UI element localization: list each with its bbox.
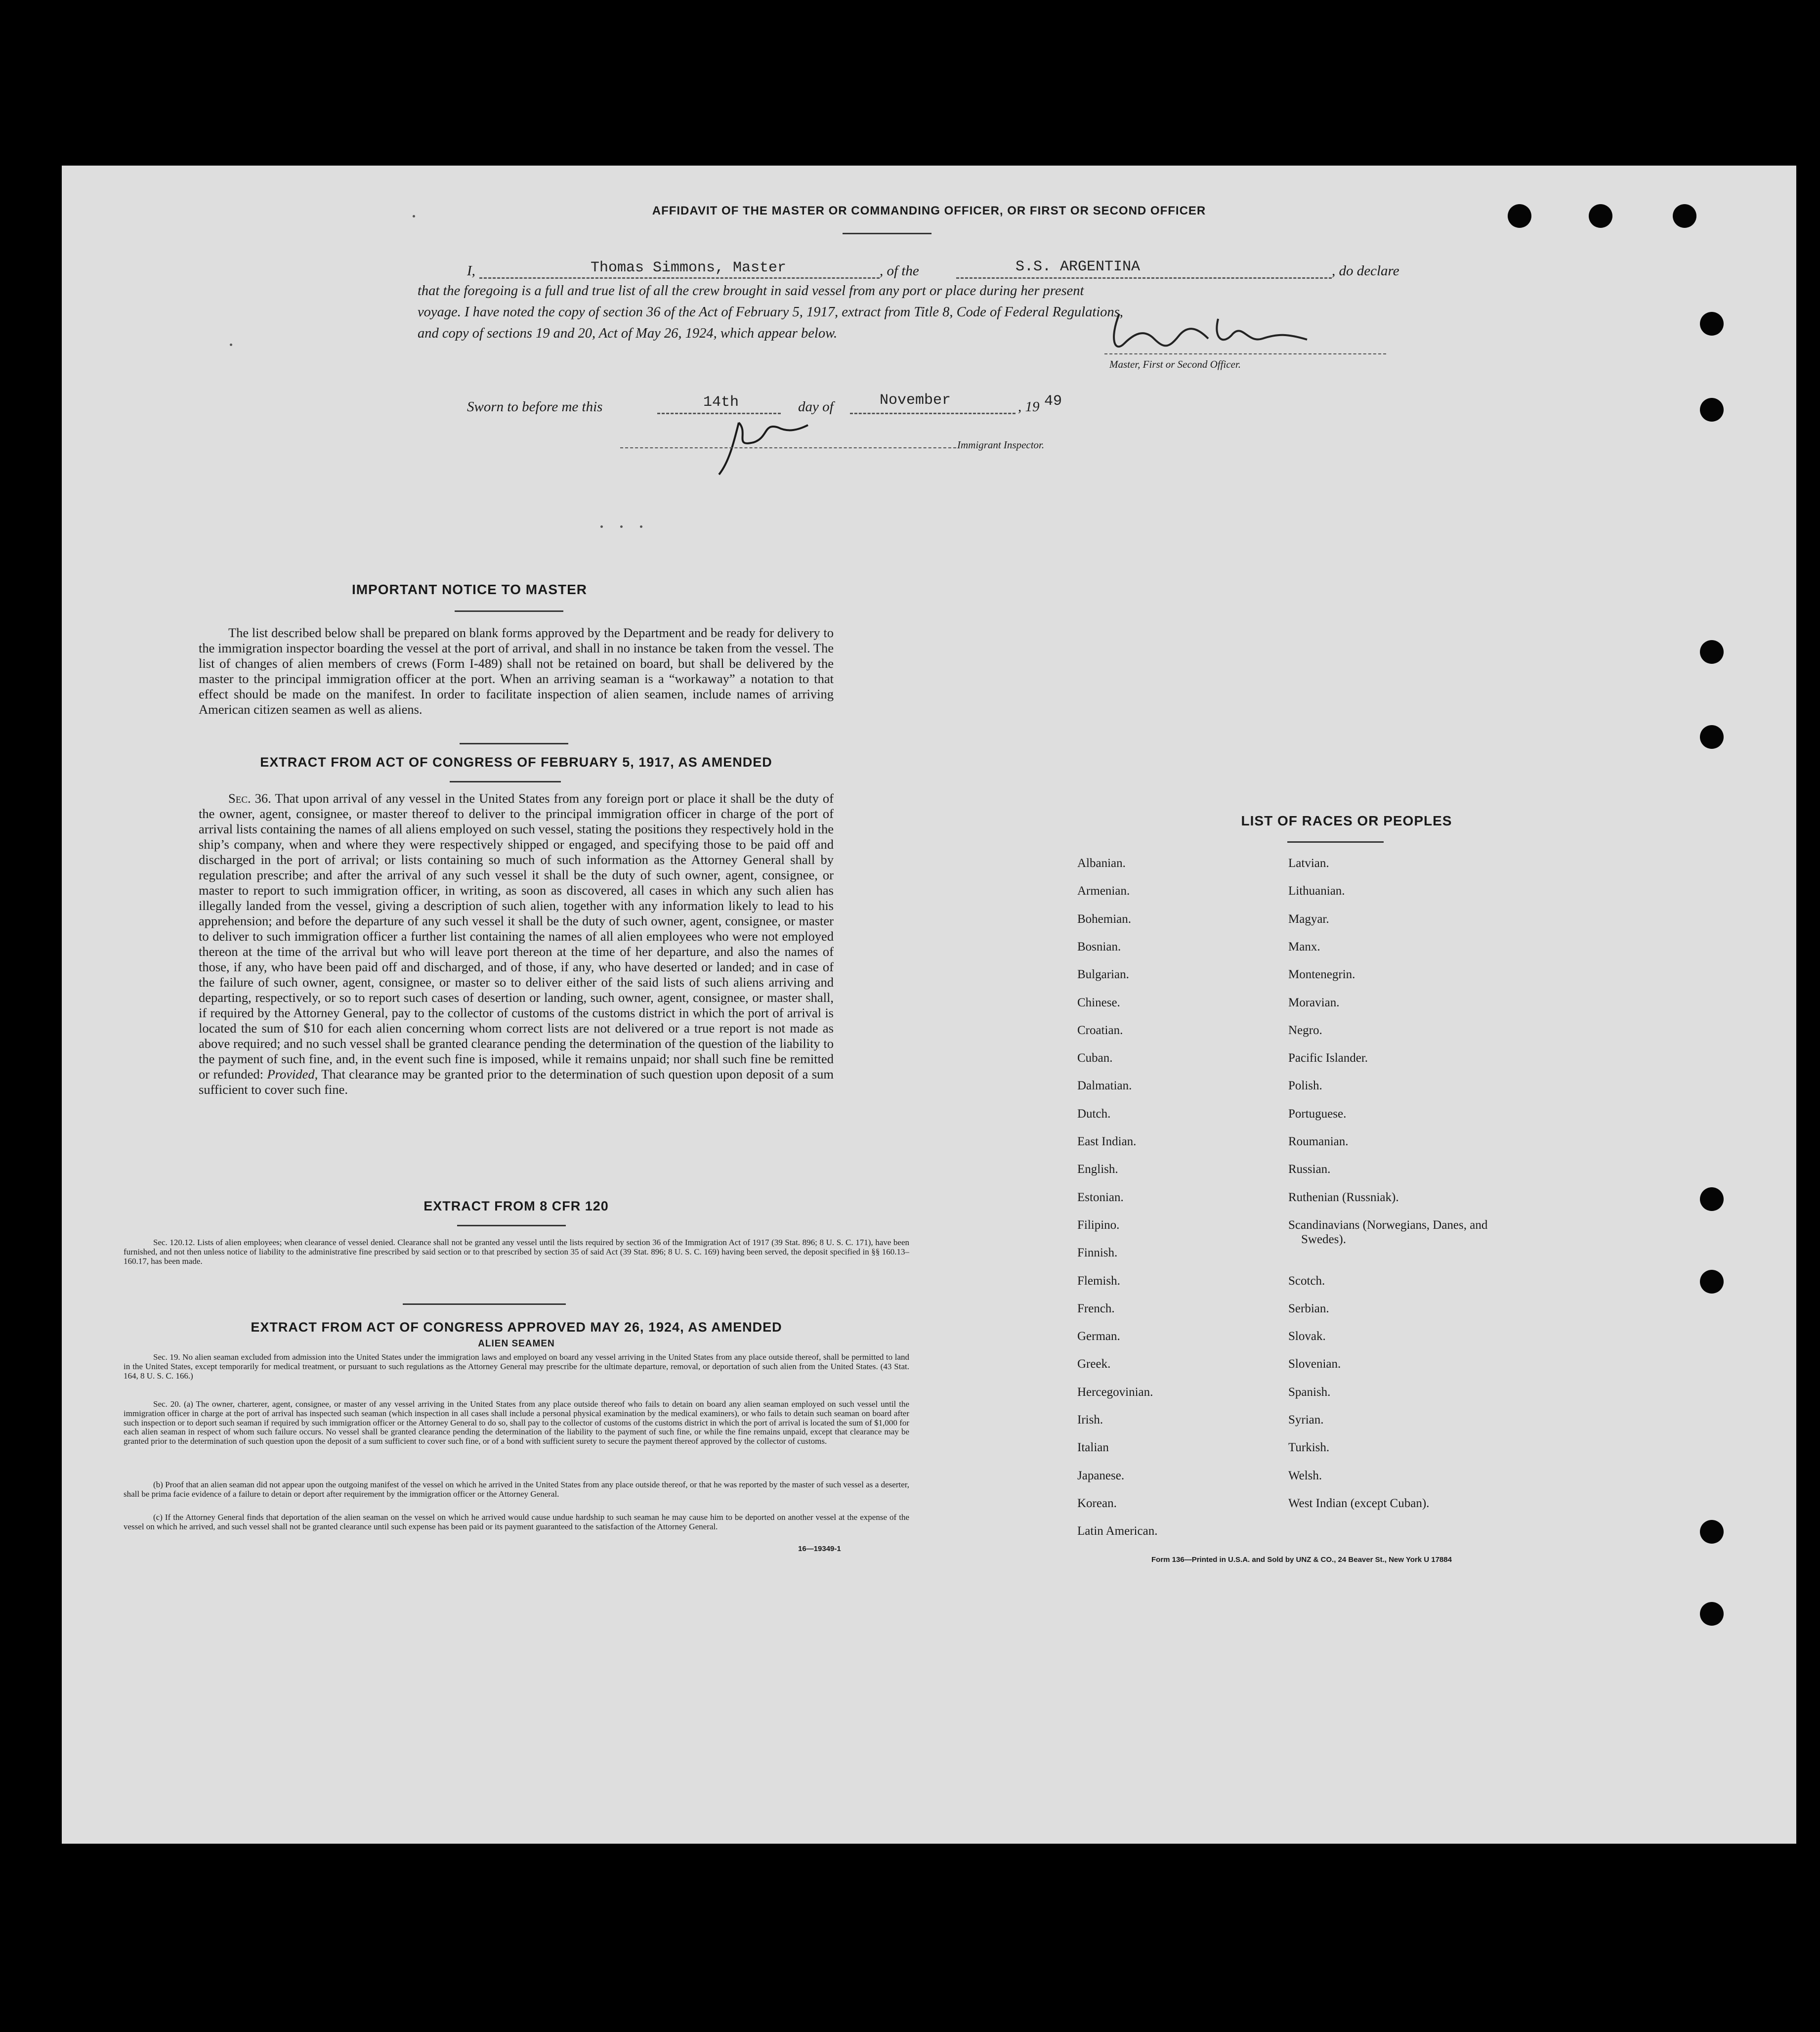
race-item: Filipino. [1077, 1218, 1120, 1232]
year-prefix: , 19 [1018, 399, 1040, 415]
section-19-text: Sec. 19. No alien seaman excluded from admission into the United States under the immigration laws and employed on board any vessel arriving in the United States from any place outside thereof, shall be permitted to land in the United States, except temporarily for medical treatment, or pursuant to such regulations as the Attorney General may prescribe for the ultimate departure, removal, or deportation of such alien from the United States. (43 Stat. 164, 8 U. S. C. 166.) [124, 1352, 909, 1381]
sworn-month-line [850, 413, 1016, 414]
race-item: German. [1077, 1330, 1120, 1343]
race-item: Bulgarian. [1077, 968, 1129, 982]
race-item: Estonian. [1077, 1190, 1124, 1204]
race-item: Negro. [1288, 1023, 1322, 1037]
notice-text: The list described below shall be prepared on blank forms approved by the Department and be ready for delivery to the immigration inspector boarding the vessel at the port of arrival, and shall in no instance be taken from the vessel. The list of changes of alien members of crews (Form I-489) shall not be retained on board, but shall be delivered by the master to the principal immigration officer at the port. When an arriving seaman is a “workaway” a notation to that effect should be made on the manifest. In order to facilitate inspection of alien seamen, include names of arriving American citizen seamen as well as aliens. [199, 625, 834, 717]
alien-seamen-subheading: ALIEN SEAMEN [478, 1339, 555, 1349]
year-suffix: 49 [1044, 393, 1062, 410]
race-item: Moravian. [1288, 995, 1340, 1009]
affidavit-body-line2: voyage. I have noted the copy of section 36 of the Act of February 5, 1917, extract from Title 8, Code of Federal Regulations, [418, 304, 1123, 320]
extract-1917-rule [450, 781, 561, 782]
section-36-body: That upon arrival of any vessel in the United States from any foreign port or place it shall be the duty of the owner, agent, consignee, or master thereof to deliver to the principal immigration officer in charge of the port of arrival lists containing the names of all aliens employed on such vessel, stating the positions they respectively hold in the ship’s company, when and where they were respectively shipped or engaged, and specifying those to be paid off and discharged in the port of arrival; or lists containing so much of such information as the Attorney General shall by regulation prescribe; and after the arrival of any such vessel it shall be the duty of such owner, agent, consignee, or master to report to such immigration officer, in writing, as soon as discovered, all cases in which any such alien has illegally landed from the vessel, giving a description of such alien, together with any information likely to lead to his apprehension; and before the departure of any such vessel it shall be the duty of such owner, agent, consignee, or master to deliver to such immigration officer a further list containing the names of all alien employees who were not employed thereon at the time of the arrival but who will leave port thereon at the time of her departure, and also the names of those, if any, who have been paid off and discharged, and of those, if any, who have deserted or landed; and in case of the failure of such owner, agent, consignee, or master so to deliver either of the said lists of such aliens arriving and departing, respectively, or so to report such cases of desertion or landing, such owner, agent, consignee, or master shall, if required by the Attorney General, pay to the collector of customs of the customs district in which the port of arrival is located the sum of $10 for each alien concerning whom correct lists are not delivered or a true report is not made as above required; and no such vessel shall be granted clearance pending the determination of the question of the liability to the payment of such fine, and, in the event such fine is imposed, while it remains unpaid; nor shall such fine be remitted or refunded: [199, 791, 834, 1081]
race-item: Turkish. [1288, 1441, 1330, 1455]
of-the-label: , of the [880, 263, 919, 279]
provided-label: Provided, [267, 1067, 318, 1081]
speck [230, 344, 232, 346]
punch-hole [1700, 1520, 1724, 1544]
sworn-label: Sworn to before me this [467, 399, 603, 415]
punch-hole [1700, 1187, 1724, 1211]
race-item: Irish. [1077, 1413, 1103, 1427]
race-item: Latvian. [1288, 857, 1329, 870]
race-item: Japanese. [1077, 1469, 1125, 1482]
sworn-month: November [880, 392, 951, 409]
do-declare-label: , do declare [1332, 263, 1399, 279]
master-signature-line [1104, 353, 1386, 354]
race-item: Montenegrin. [1288, 968, 1355, 982]
race-item: Albanian. [1077, 857, 1126, 870]
race-item: English. [1077, 1163, 1118, 1176]
speck [620, 525, 623, 528]
race-item: Slovenian. [1288, 1357, 1341, 1371]
race-item: Cuban. [1077, 1051, 1113, 1065]
form-code: 16—19349-1 [798, 1545, 841, 1553]
day-of-label: day of [798, 399, 834, 415]
i-label: I, [467, 263, 475, 279]
race-item: Magyar. [1288, 912, 1329, 926]
cfr-rule [457, 1225, 566, 1226]
section-36-label: Sec. 36. [228, 791, 271, 806]
race-item: Polish. [1288, 1079, 1322, 1093]
sworn-day: 14th [703, 394, 739, 411]
speck [600, 525, 603, 528]
section-20a-text: Sec. 20. (a) The owner, charterer, agent, consignee, or master of any vessel arriving in the United States from any place outside thereof who fails to detain on board any alien seaman employed on such vessel until the immigration officer in charge at the port of arrival has inspected such seaman (which inspection in all cases shall include a personal physical examination by the medical examiners), or who fails to detain such seaman on board after such inspection or to deport such seaman if required by such immigration officer or the Attorney General to do so, shall pay to the collector of customs of the customs district in which the port of arrival is located the sum of $1,000 for each alien seaman in respect of whom such failure occurs. No vessel shall be granted clearance pending the determination of the liability to the payment of such fine, or while the fine remains unpaid, except that clearance may be granted prior to the determination of such question upon the deposit of a sum sufficient to cover such fine, or of a bond with sufficient surety to secure the payment thereof approved by the collector of customs. [124, 1399, 909, 1446]
affidavit-body-line1: that the foregoing is a full and true list of all the crew brought in said vessel from any port or place during her present [418, 283, 1084, 299]
race-item: East Indian. [1077, 1135, 1137, 1148]
race-item: West Indian (except Cuban). [1288, 1496, 1430, 1510]
affidavit-body-line3: and copy of sections 19 and 20, Act of May 26, 1924, which appear below. [418, 326, 838, 341]
race-item: Italian [1077, 1441, 1109, 1455]
punch-hole [1700, 1602, 1724, 1626]
section-20c-text: (c) If the Attorney General finds that deportation of the alien seaman on the vessel on which he arrived would cause undue hardship to such seaman he may cause him to be deported on another vessel at the expense of the vessel on which he arrived, and such vessel shall not be granted clearance until such expense has been paid or its payment guaranteed to the satisfaction of the Attorney General. [124, 1513, 909, 1531]
race-item: Welsh. [1288, 1469, 1322, 1482]
race-item: Armenian. [1077, 884, 1130, 898]
race-item: Spanish. [1288, 1385, 1331, 1399]
race-item: Croatian. [1077, 1023, 1123, 1037]
race-item: Finnish. [1077, 1246, 1118, 1260]
punch-hole [1700, 640, 1724, 664]
race-item: Korean. [1077, 1496, 1117, 1510]
master-signature [1100, 309, 1376, 363]
extract-1917-heading: EXTRACT FROM ACT OF CONGRESS OF FEBRUARY 5, 1917, AS AMENDED [260, 755, 772, 770]
race-item: Scotch. [1288, 1274, 1325, 1288]
race-item: Hercegovinian. [1077, 1385, 1153, 1399]
master-name-line [479, 277, 880, 279]
race-item: Syrian. [1288, 1413, 1324, 1427]
race-item: Flemish. [1077, 1274, 1120, 1288]
affidavit-title: AFFIDAVIT OF THE MASTER OR COMMANDING OFFICER, OR FIRST OR SECOND OFFICER [652, 204, 1206, 217]
notice-rule [455, 610, 563, 612]
race-item: Bosnian. [1077, 940, 1121, 953]
race-item: Bohemian. [1077, 912, 1132, 926]
punch-hole [1700, 1270, 1724, 1294]
race-item: French. [1077, 1301, 1115, 1315]
section-20b-text: (b) Proof that an alien seaman did not appear upon the outgoing manifest of the vessel on which he arrived in the United States from any place outside thereof, or that he was reported by the master of such vessel as a deserter, shall be prima facie evidence of a failure to detain or deport after requirement by the immigration officer or the Attorney General. [124, 1480, 909, 1499]
race-item: Portuguese. [1288, 1107, 1347, 1121]
cfr-heading: EXTRACT FROM 8 CFR 120 [423, 1199, 609, 1213]
race-item: Serbian. [1288, 1301, 1329, 1315]
race-item: Dutch. [1077, 1107, 1111, 1121]
race-item: Lithuanian. [1288, 884, 1345, 898]
race-item: Pacific Islander. [1288, 1051, 1368, 1065]
punch-hole [1700, 398, 1724, 422]
race-item: Dalmatian. [1077, 1079, 1132, 1093]
document-page [62, 166, 1796, 1844]
speck [640, 525, 642, 528]
master-name: Thomas Simmons, Master [591, 259, 787, 276]
extract-1917-text [199, 791, 834, 1097]
races-heading: LIST OF RACES OR PEOPLES [1241, 813, 1452, 828]
title-rule [843, 233, 931, 234]
race-item: Manx. [1288, 940, 1320, 953]
extract-1924-heading: EXTRACT FROM ACT OF CONGRESS APPROVED MAY 26, 1924, AS AMENDED [251, 1320, 782, 1335]
race-item: Latin American. [1077, 1524, 1158, 1538]
notice-heading: IMPORTANT NOTICE TO MASTER [351, 582, 588, 597]
vessel-name-line [956, 277, 1332, 279]
race-item: Scandinavians (Norwegians, Danes, and Swedes). [1288, 1218, 1488, 1246]
race-item: Slovak. [1288, 1330, 1326, 1343]
section-36-end: That clearance may be granted prior to the determination of such question upon deposit of a sum sufficient to cover such fine. [199, 1067, 834, 1097]
race-item: Roumanian. [1288, 1135, 1349, 1148]
cfr-bottom-rule [403, 1303, 566, 1305]
race-item: Russian. [1288, 1163, 1331, 1176]
races-rule [1287, 841, 1384, 843]
race-item: Chinese. [1077, 995, 1120, 1009]
notice-bottom-rule [460, 743, 568, 744]
races-footer: Form 136—Printed in U.S.A. and Sold by UNZ & CO., 24 Beaver St., New York U 17884 [1151, 1556, 1452, 1564]
inspector-signature [704, 413, 833, 477]
race-item: Ruthenian (Russniak). [1288, 1190, 1399, 1204]
master-caption: Master, First or Second Officer. [1109, 358, 1241, 370]
cfr-text: Sec. 120.12. Lists of alien employees; when clearance of vessel denied. Clearance shall not be granted any vessel until the lists required by section 36 of the Immigration Act of 1917 (39 Stat. 896; 8 U. S. C. 171), have been furnished, and not then unless notice of liability to the administrative fine prescribed by said section or to that prescribed by section 35 of said Act (39 Stat. 896; 8 U. S. C. 169) having been served, the deposit specified in §§ 160.13–160.17, has been made. [124, 1238, 909, 1266]
vessel-name: S.S. ARGENTINA [1016, 259, 1141, 275]
inspector-caption: Immigrant Inspector. [957, 439, 1045, 451]
punch-hole [1700, 725, 1724, 749]
inspector-signature-line [620, 447, 956, 448]
punch-hole [1700, 312, 1724, 336]
race-item: Greek. [1077, 1357, 1111, 1371]
